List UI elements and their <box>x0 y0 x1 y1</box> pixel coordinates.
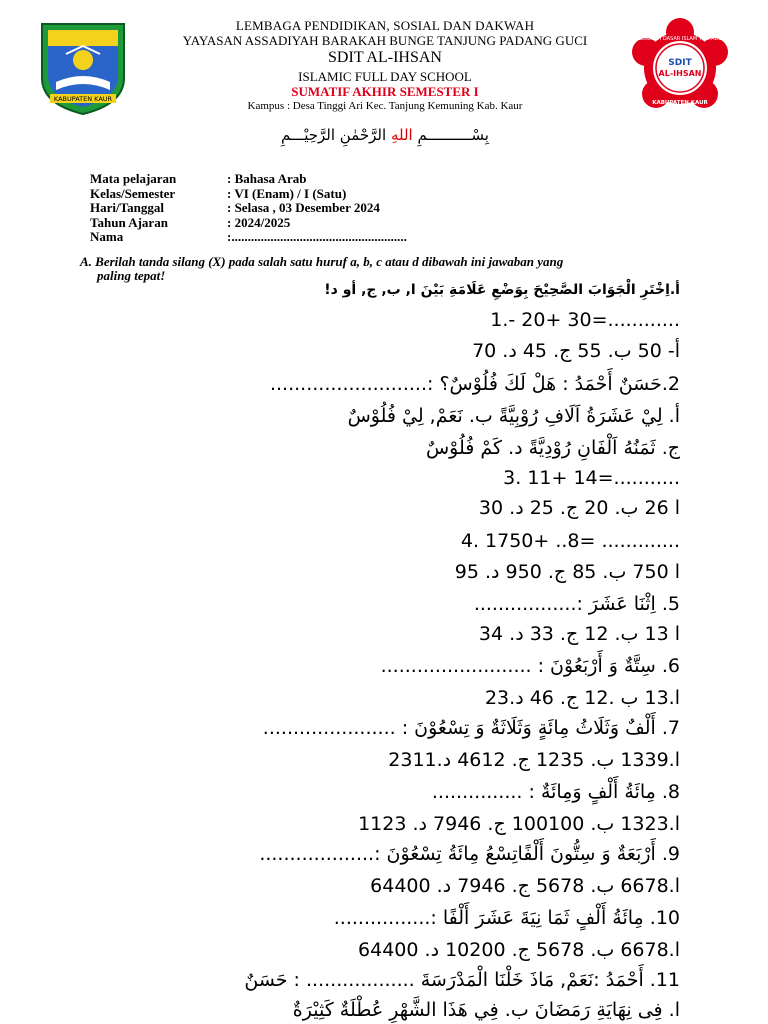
question-4: 4. 1750+ ..8= ............. <box>460 530 680 552</box>
kaur-regency-logo <box>36 20 130 116</box>
info-value: : Bahasa Arab <box>227 171 307 186</box>
question-10-options[interactable]: ا.6678 ب. 5678 ج. 10200 د. 64400 <box>358 939 680 961</box>
right-logo-bottom-text: KABUPATEN KAUR <box>652 100 708 106</box>
instruction-line1: A. Berilah tanda silang (X) pada salah satu huruf a, b, c atau d dibawah ini jawaban yang <box>80 254 564 269</box>
question-4-options[interactable]: ا 750 ب. 85 ج. 950 د. 95 <box>454 561 680 583</box>
question-10: 10. مِائَةُ أَلْفٍ ثَمَا نِيَةَ عَشَرَ أَلْفًا :................ <box>333 907 680 929</box>
foundation-line: YAYASAN ASSADIYAH BARAKAH BUNGE TANJUNG PADANG GUCI <box>182 33 588 48</box>
institution-line: LEMBAGA PENDIDIKAN, SOSIAL DAN DAKWAH <box>235 18 535 33</box>
campus-address: Kampus : Desa Tinggi Ari Kec. Tanjung Kemuning Kab. Kaur <box>247 100 523 112</box>
school-header <box>140 18 630 114</box>
question-3-options[interactable]: ا 26 ب. 20 ج. 25 د. 30 <box>478 497 680 519</box>
question-9: 9. أَرْبَعَةٌ وَ سِتُّونَ أَلْفًاتِسْعُ مِائَةُ تِسْعُوْنَ :................... <box>259 843 680 865</box>
question-11: 11. أَحْمَدُ :نَعَمْ, مَاذَ خَلْنَا الْمَدْرَسَةَ .................. : حَسَنٌ <box>244 969 680 991</box>
school-name: SDIT AL-IHSAN <box>328 49 442 66</box>
right-logo-top-text: SEKOLAH DASAR ISLAM TERPADU <box>637 36 723 42</box>
question-1-options[interactable]: أ- 50 ب. 55 ج. 45 د. 70 <box>472 340 680 362</box>
question-6: 6. سِتَّةٌ وَ أَرْبَعُوْنَ : ......................... <box>380 655 680 677</box>
left-logo-caption: KABUPATEN KAUR <box>53 95 113 103</box>
instructions <box>80 255 680 283</box>
info-key: Kelas/Semester <box>90 185 176 201</box>
question-7-options[interactable]: ا.1339 ب. 1235 ج. 4612 د.2311 <box>388 749 680 771</box>
info-key: Hari/Tanggal <box>90 200 164 215</box>
question-11-options[interactable]: ا. فِى نِهَايَةِ رَمَضَانَ ب. فِي هَذَا الشَّهْرِ عُطْلَةٌ كَثِيْرَةٌ <box>292 999 680 1021</box>
info-key: Mata pelajaran <box>90 171 177 186</box>
question-7: 7. أَلْفٌ وَثَلَاثُ مِائَةٍ وَثَلَاثَةٌ وَ تِسْعُوْنَ : ...................... <box>262 717 680 739</box>
question-2-options-ab[interactable]: أ. لِيْ عَشَرَةُ اَلَافِ رُوْبِيَّةً ب. نَعَمْ, لِيْ فُلُوْسٌ <box>347 405 680 427</box>
sdit-al-ihsan-logo <box>628 18 732 118</box>
question-2-options-cd[interactable]: ج. ثَمَنُهُ اَلْفَانِ رُوْدِيَّةً د. كَمْ فُلُوْسٌ <box>425 437 680 459</box>
bismillah <box>240 126 530 152</box>
school-subtitle: ISLAMIC FULL DAY SCHOOL <box>298 69 472 84</box>
instruction-line2: paling tepat! <box>97 268 166 283</box>
instruction-arabic: أ.اِخْتَرِ الْجَوَابَ الصَّحِيْحَ بِوَضْعِ عَلَامَةِ بَيْنَ ا, ب, ج, أو د! <box>324 282 680 298</box>
question-3: 3. 11+ 14=........... <box>503 467 680 489</box>
question-9-options[interactable]: ا.6678 ب. 5678 ج. 7946 د. 64400 <box>370 875 680 897</box>
info-value: : 2024/2025 <box>227 214 291 230</box>
question-8: 8. مِائَةُ أَلْفٍ وَمِائَةٌ : ............... <box>431 781 680 803</box>
info-key: Tahun Ajaran <box>90 214 168 230</box>
bismillah-part3: الرَّحْمٰنِ الرَّحِيْـــمِ <box>281 126 387 144</box>
exam-title: SUMATIF AKHIR SEMESTER I <box>291 84 479 99</box>
right-logo-name: AL-IHSAN <box>658 69 702 78</box>
info-value: : VI (Enam) / I (Satu) <box>227 185 347 201</box>
question-1: 1.- 20+ 30=............ <box>490 309 680 331</box>
right-logo-sdit: SDIT <box>668 58 692 68</box>
question-2: 2.حَسَنٌ أَحْمَدُ : هَلْ لَكَ فُلُوْسٌ؟ :.......................... <box>269 373 680 395</box>
question-5-options[interactable]: ا 13 ب. 12 ج. 33 د. 34 <box>478 623 680 645</box>
bismillah-allah: اللهِ <box>390 126 413 144</box>
question-8-options[interactable]: ا.1323 ب. 100100 ج. 7946 د. 1123 <box>358 813 680 835</box>
student-name-blank[interactable]: :...................................................... <box>227 229 407 244</box>
question-5: 5. اِثْنَا عَشَرَ :................. <box>473 593 680 615</box>
info-value: : Selasa , 03 Desember 2024 <box>227 200 380 215</box>
info-key: Nama <box>90 229 124 244</box>
bismillah-part1: بِسْــــــــــمِ <box>417 126 489 144</box>
question-6-options[interactable]: ا.13 ب .12 ج. 46 د.23 <box>484 687 680 709</box>
